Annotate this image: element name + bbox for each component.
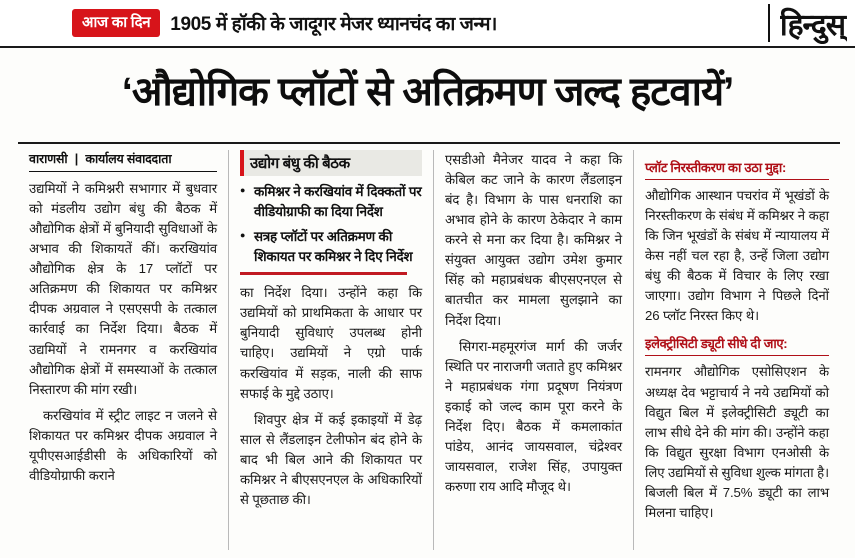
paragraph: रामनगर औद्योगिक एसोसिएशन के अध्यक्ष देव भट्टाचार्य ने नये उद्यमियों को विद्युत बिल में इलेक्ट्रीसिटी ड्यूटी का लाभ सीधे देने की मांग की। उन्होंने कहा कि विद्युत सुरक्षा विभाग एनओसी के लिए उद्यमियों से सुविधा शुल्क मांगता है। बिजली बिल में 7.5% ड्यूटी का लाभ मिलना चाहिए। — [645, 364, 829, 520]
paragraph: शिवपुर क्षेत्र में कई इकाइयों में डेढ़ साल से लैंडलाइन टेलीफोन बंद होने के बाद भी बिल आने की शिकायत पर कमिश्नर ने बीएसएनएल के अधिकारियों से पूछताछ की। — [240, 411, 422, 507]
article-columns — [18, 150, 840, 550]
column-1 — [18, 150, 228, 550]
column-3 — [433, 150, 633, 550]
paragraph: का निर्देश दिया। उन्होंने कहा कि उद्यमियों को प्राथमिकता के आधार पर बुनियादी सुविधाएं उपलब्ध होनी चाहिए। उद्यमियों ने एग्रो पार्क करखियांव में सड़क, नाली की साफ सफाई के मुद्दे उठाए। — [240, 285, 422, 401]
publication-brand: हिन्दुस् — [779, 8, 845, 42]
section-subhead-electricity-duty: इलेक्ट्रीसिटी ड्यूटी सीधे दी जाए: — [645, 334, 829, 356]
paragraph: सिगरा-महमूरगंज मार्ग की जर्जर स्थिति पर नाराजगी जताते हुए कमिश्नर ने महाप्रबंधक गंगा प्रदूषण नियंत्रण इकाई को जल्द काम पूरा करने के निर्देश दिए। बैठक में कमलाकांत पांडेय, आनंद जायसवाल, चंद्रेश्वर जायसवाल, राजेश सिंह, उपायुक्त करुणा राय आदि मौजूद थे। — [445, 338, 622, 494]
column-1-body — [29, 179, 217, 486]
paragraph: औद्योगिक आस्थान पचरांव में भूखंडों के निरस्तीकरण के संबंध में कमिश्नर ने कहा कि जिन भूखंडों के संबंध में न्यायालय में केस नहीं चल रहा है, उन्हें जिला उद्योग बंधु की बैठक में विचार के लिए रखा जाएगा। उद्योग विभाग ने पिछले दिनों 26 प्लॉट निरस्त किए थे। — [645, 188, 829, 324]
masthead-divider — [768, 4, 770, 42]
byline-desk: कार्यालय संवाददाता — [85, 152, 172, 166]
page-headline: ‘औद्योगिक प्लॉटों से अतिक्रमण जल्द हटवायें’ — [121, 70, 734, 114]
highlight-bullets — [240, 182, 422, 266]
list-item: ● कमिश्नर ने करखियांव में दिक्कतों पर वीडियोग्राफी का दिया निर्देश — [240, 182, 422, 221]
section-subhead-meeting: उद्योग बंधु की बैठक — [240, 150, 422, 176]
today-badge: आज का दिन — [72, 9, 160, 37]
section-subhead-plot-cancellation: प्लॉट निरस्तीकरण का उठा मुद्दा: — [645, 158, 829, 180]
masthead — [0, 0, 855, 48]
paragraph: उद्यमियों ने कमिश्नरी सभागार में बुधवार को मंडलीय उद्योग बंधु की बैठक में औद्योगिक क्षेत्रों में बुनियादी सुविधाओं के अभाव की शिकायतें कीं। करखियांव औद्योगिक क्षेत्र के 17 प्लॉटों पर अतिक्रमण की शिकायत पर कमिश्नर दीपक अग्रवाल ने एसएसपी के तत्काल कार्रवाई का निर्देश दिया। बैठक में उद्यमियों ने रामनगर व करखियांव औद्योगिक क्षेत्रों में समस्याओं के तत्काल निस्तारण की मांग रखी। — [29, 181, 217, 397]
column-2 — [228, 150, 433, 550]
byline-place: वाराणसी — [29, 152, 68, 166]
column-4-body-2 — [645, 362, 829, 523]
column-2-body — [240, 283, 422, 510]
column-3-body — [445, 150, 622, 497]
headline-rule — [18, 142, 840, 144]
paragraph: करखियांव में स्ट्रीट लाइट न जलने से शिकायत पर कमिश्नर दीपक अग्रवाल ने यूपीएसआईडीसी के अधिकारियों को वीडियोग्राफी कराने — [29, 407, 217, 483]
byline — [29, 150, 217, 172]
paragraph: एसडीओ मैनेजर यादव ने कहा कि केबिल कट जाने के कारण लैंडलाइन बंद है। विभाग के पास धनराशि का अभाव होने के कारण ठेकेदार ने काम करने से मना कर दिया है। कमिश्नर ने संयुक्त आयुक्त उद्योग उमेश कुमार सिंह को महाप्रबंधक बीएसएनएल से बातचीत कर मामला सुलझाने का निर्देश दिया। — [445, 152, 622, 328]
red-underline-rule — [240, 272, 407, 275]
byline-separator: | — [74, 152, 79, 166]
masthead-headline-strip: 1905 में हॉकी के जादूगर मेजर ध्यानचंद का जन्म। — [170, 14, 497, 35]
column-4-body-1 — [645, 186, 829, 326]
column-4 — [633, 150, 840, 550]
list-item: ● सत्रह प्लॉटों पर अतिक्रमण की शिकायत पर कमिश्नर ने दिए निर्देश — [240, 227, 422, 266]
masthead-inner — [0, 3, 855, 44]
